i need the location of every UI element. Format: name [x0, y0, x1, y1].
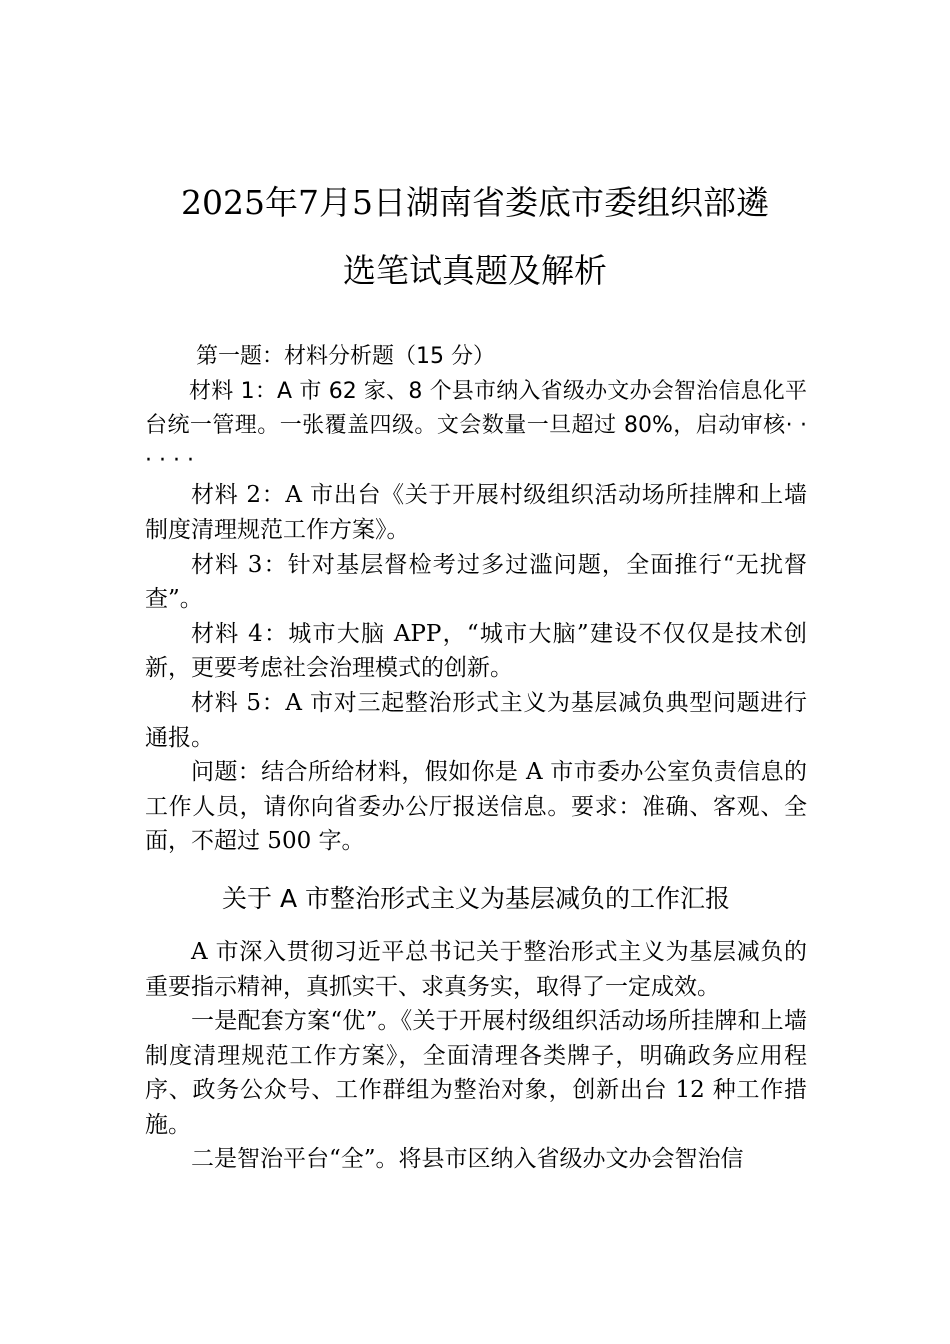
- report-title: 关于 A 市整治形式主义为基层减负的工作汇报: [222, 883, 730, 913]
- material-4: 材料 4：城市大脑 APP，“城市大脑”建设不仅仅是技术创新，更要考虑社会治理模式的创新。: [145, 620, 807, 682]
- material-1: 材料 1：A 市 62 家、8 个县市纳入省级办文办会智治信息化平台统一管理。一张覆盖四级。文会数量一旦超过 80%，启动审核· · · · · ·: [145, 378, 807, 473]
- material-2: 材料 2：A 市出台《关于开展村级组织活动场所挂牌和上墙制度清理规范工作方案》。: [145, 482, 807, 543]
- question-text: 问题：结合所给材料，假如你是 A 市市委办公室负责信息的工作人员，请你向省委办公厅报送信息。要求：准确、客观、全面，不超过 500 字。: [145, 759, 807, 855]
- question-heading: 第一题：材料分析题（15 分）: [196, 344, 495, 369]
- material-5: 材料 5：A 市对三起整治形式主义为基层减负典型问题进行通报。: [145, 689, 807, 751]
- report-paragraph-intro: A 市深入贯彻习近平总书记关于整治形式主义为基层减负的重要指示精神，真抓实干、求真务实，取得了一定成效。: [145, 938, 807, 1000]
- document-title-line-1: 2025年7月5日湖南省娄底市委组织部遴: [181, 183, 769, 222]
- report-paragraph-1: 一是配套方案“优”。《关于开展村级组织活动场所挂牌和上墙制度清理规范工作方案》，全面清理各类牌子，明确政务应用程序、政务公众号、工作群组为整治对象，创新出台 12 种工作措施。: [145, 1008, 807, 1138]
- material-3: 材料 3：针对基层督检考过多过滥问题，全面推行“无扰督查”。: [145, 551, 807, 613]
- report-paragraph-2: 二是智治平台“全”。将县市区纳入省级办文办会智治信: [191, 1146, 744, 1173]
- document-title-line-2: 选笔试真题及解析: [343, 251, 607, 290]
- document-body: [145, 340, 807, 1177]
